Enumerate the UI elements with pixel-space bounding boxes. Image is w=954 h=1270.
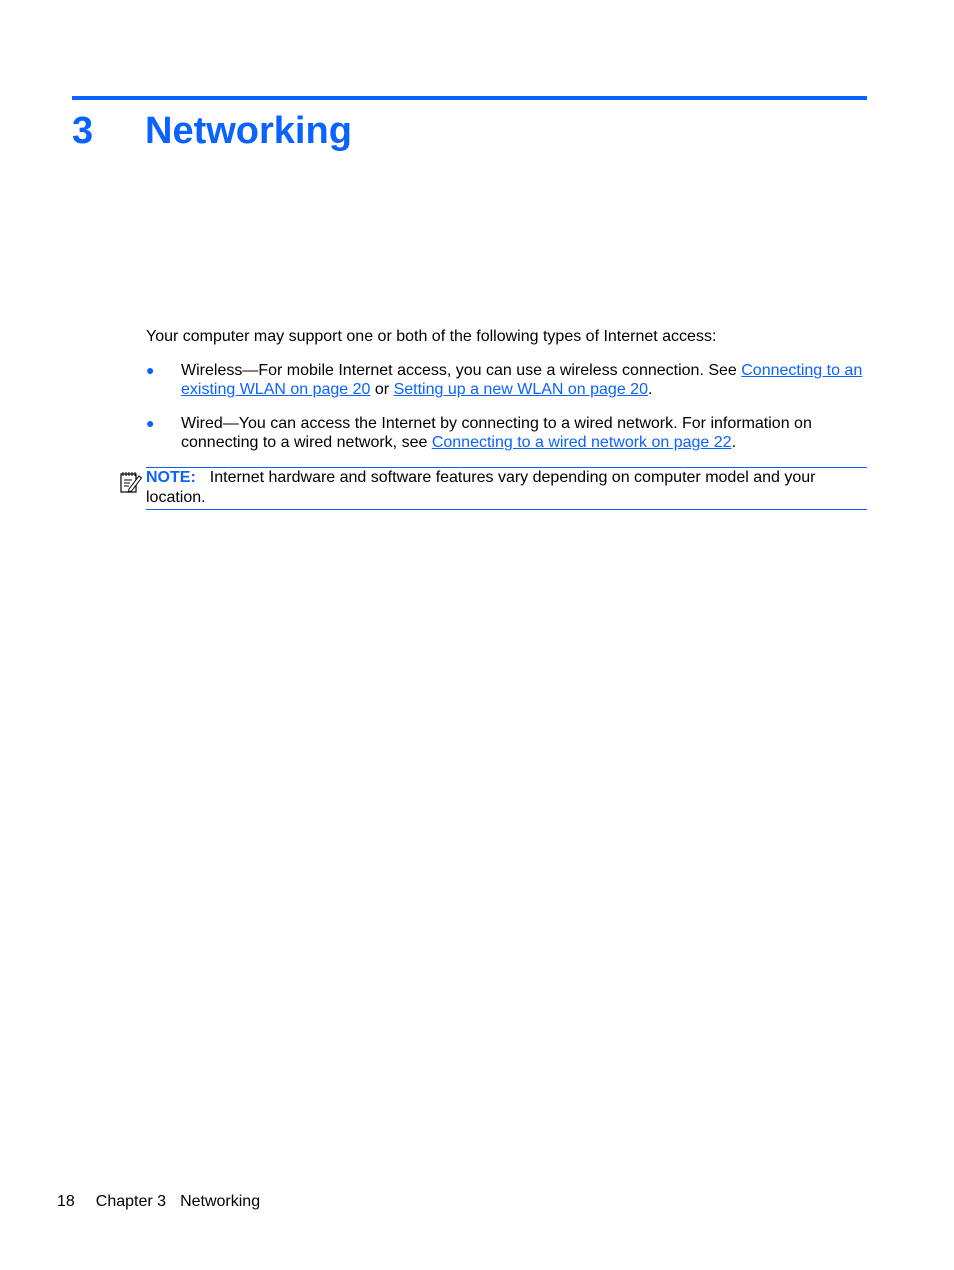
bullet-text-before: Wireless—For mobile Internet access, you can use a wireless connection. See [181, 362, 742, 379]
bullet-icon: ● [146, 415, 155, 431]
footer-chapter-name: Networking [180, 1193, 261, 1210]
note-content [146, 468, 867, 508]
link-setting-up-new-wlan[interactable]: Setting up a new WLAN on page 20 [393, 381, 648, 398]
bullet-text-after: . [731, 434, 737, 451]
bullet-text-middle: or [370, 381, 394, 398]
link-connecting-existing-wlan[interactable]: Connecting to an existing WLAN on page 20 [181, 362, 863, 398]
footer-chapter-label: Chapter 3 [95, 1193, 167, 1210]
footer-page-number: 18 [57, 1193, 75, 1210]
note-text: Internet hardware and software features vary depending on computer model and your location. [146, 469, 816, 506]
note-pad-icon [119, 470, 143, 494]
chapter-number: 3 [72, 110, 94, 152]
chapter-title: Networking [145, 110, 352, 152]
bullet-text-after: . [647, 381, 653, 398]
note-box [146, 467, 867, 510]
bullet-text-wireless [181, 361, 867, 399]
bullet-text-wired [181, 414, 867, 452]
bullet-icon: ● [146, 362, 155, 378]
note-label: NOTE: [146, 469, 196, 486]
chapter-rule [72, 96, 867, 100]
page-footer [57, 1192, 260, 1211]
bullet-text-before: Wired—You can access the Internet by connecting to a wired network. For information on connecting to a wired network, see [181, 415, 812, 451]
link-connecting-wired-network[interactable]: Connecting to a wired network on page 22 [431, 434, 732, 451]
intro-paragraph: Your computer may support one or both of the following types of Internet access: [146, 328, 717, 345]
